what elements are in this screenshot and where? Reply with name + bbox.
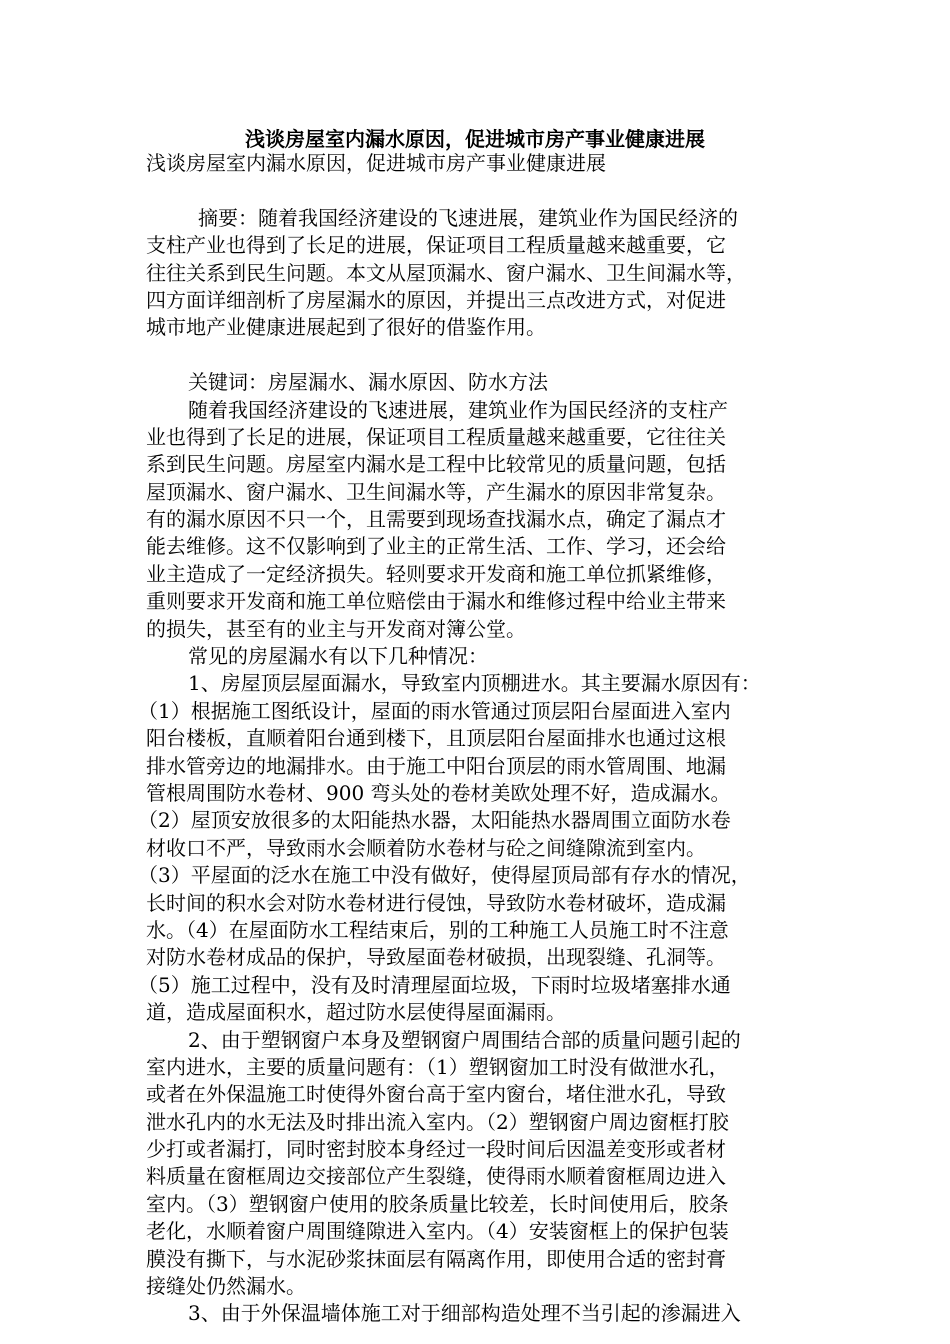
abstract-line: 城市地产业健康进展起到了很好的借鉴作用。 xyxy=(146,315,546,340)
paragraph-line: 能去维修。这不仅影响到了业主的正常生活、工作、学习，还会给 xyxy=(146,534,726,559)
paragraph-line: 管根周围防水卷材、900 弯头处的卷材美欧处理不好，造成漏水。 xyxy=(146,780,731,805)
paragraph-line: 随着我国经济建设的飞速进展，建筑业作为国民经济的支柱产 xyxy=(188,397,728,422)
paragraph-line: 业主造成了一定经济损失。轻则要求开发商和施工单位抓紧维修， xyxy=(146,561,726,586)
paragraph-line: 室内。（3）塑钢窗户使用的胶条质量比较差，长时间使用后，胶条 xyxy=(146,1191,729,1216)
blank-line xyxy=(146,177,822,204)
paragraph-line: （2）屋顶安放很多的太阳能热水器，太阳能热水器周围立面防水卷 xyxy=(138,808,731,833)
paragraph-line: 材收口不严，导致雨水会顺着防水卷材与砼之间缝隙流到室内。 xyxy=(146,835,706,860)
abstract-line: 摘要：随着我国经济建设的飞速进展，建筑业作为国民经济的 xyxy=(198,205,738,230)
paragraph-line: （1）根据施工图纸设计，屋面的雨水管通过顶层阳台屋面进入室内 xyxy=(138,698,731,723)
document-body xyxy=(138,150,822,1328)
paragraph-line: 膜没有撕下，与水泥砂浆抹面层有隔离作用，即使用合适的密封膏 xyxy=(146,1246,726,1271)
paragraph-line: 对防水卷材成品的保护，导致屋面卷材破损，出现裂缝、孔洞等。 xyxy=(146,945,726,970)
paragraph-line: 业也得到了长足的进展，保证项目工程质量越来越重要，它往往关 xyxy=(146,424,726,449)
paragraph-line: 接缝处仍然漏水。 xyxy=(146,1274,306,1299)
paragraph-line: （5）施工过程中，没有及时清理屋面垃圾，下雨时垃圾堵塞排水通 xyxy=(138,972,731,997)
paragraph-line: 长时间的积水会对防水卷材进行侵蚀，导致防水卷材破坏，造成漏 xyxy=(146,890,726,915)
paragraph-line: 或者在外保温施工时使得外窗台高于室内窗台，堵住泄水孔，导致 xyxy=(146,1082,726,1107)
document-title: 浅谈房屋室内漏水原因，促进城市房产事业健康进展 xyxy=(245,127,705,151)
paragraph-line: 泄水孔内的水无法及时排出流入室内。（2）塑钢窗户周边窗框打胶 xyxy=(146,1109,729,1134)
paragraph-line: 水。（4）在屋面防水工程结束后，别的工种施工人员施工时不注意 xyxy=(146,917,729,942)
abstract-line: 支柱产业也得到了长足的进展，保证项目工程质量越来越重要，它 xyxy=(146,233,726,258)
paragraph-line: 2、由于塑钢窗户本身及塑钢窗户周围结合部的质量问题引起的 xyxy=(188,1027,741,1052)
paragraph-line: 料质量在窗框周边交接部位产生裂缝，使得雨水顺着窗框周边进入 xyxy=(146,1164,726,1189)
paragraph-line: 屋顶漏水、窗户漏水、卫生间漏水等，产生漏水的原因非常复杂。 xyxy=(146,479,726,504)
paragraph-line: 有的漏水原因不只一个，且需要到现场查找漏水点，确定了漏点才 xyxy=(146,507,726,532)
paragraph-line: 室内进水，主要的质量问题有：（1）塑钢窗加工时没有做泄水孔， xyxy=(146,1054,729,1079)
paragraph-line: 3、由于外保温墙体施工对于细部构造处理不当引起的渗漏进入 xyxy=(188,1301,741,1326)
section-window-leak xyxy=(146,1027,822,1301)
abstract xyxy=(146,205,822,342)
keywords: 关键词：房屋漏水、漏水原因、防水方法 xyxy=(188,370,548,395)
paragraph-line: 1、房屋顶层屋面漏水，导致室内顶棚进水。其主要漏水原因有： xyxy=(188,671,761,696)
abstract-line: 四方面详细剖析了房屋漏水的原因，并提出三点改进方式，对促进 xyxy=(146,287,726,312)
intro-paragraph xyxy=(146,397,822,644)
paragraph-line: 少打或者漏打，同时密封胶本身经过一段时间后因温差变形或者材 xyxy=(146,1137,726,1162)
abstract-line: 往往关系到民生问题。本文从屋顶漏水、窗户漏水、卫生间漏水等， xyxy=(146,260,746,285)
subtitle: 浅谈房屋室内漏水原因，促进城市房产事业健康进展 xyxy=(146,151,606,175)
paragraph-line: 老化，水顺着窗户周围缝隙进入室内。（4）安装窗框上的保护包装 xyxy=(146,1219,729,1244)
paragraph-line: （3）平屋面的泛水在施工中没有做好，使得屋顶局部有存水的情况， xyxy=(138,863,751,888)
section-wall-insulation-leak xyxy=(146,1300,822,1327)
section-roof-leak xyxy=(138,670,822,1026)
blank-line xyxy=(146,342,822,369)
paragraph-line: 道，造成屋面积水，超过防水层使得屋面漏雨。 xyxy=(146,1000,566,1025)
paragraph-line: 的损失，甚至有的业主与开发商对簿公堂。 xyxy=(146,616,526,641)
paragraph-line: 重则要求开发商和施工单位赔偿由于漏水和维修过程中给业主带来 xyxy=(146,589,726,614)
paragraph-line: 阳台楼板，直顺着阳台通到楼下，且顶层阳台屋面排水也通过这根 xyxy=(146,726,726,751)
paragraph-line: 系到民生问题。房屋室内漏水是工程中比较常见的质量问题，包括 xyxy=(146,452,726,477)
common-cases-intro: 常见的房屋漏水有以下几种情况： xyxy=(188,644,488,669)
paragraph-line: 排水管旁边的地漏排水。由于施工中阳台顶层的雨水管周围、地漏 xyxy=(146,753,726,778)
